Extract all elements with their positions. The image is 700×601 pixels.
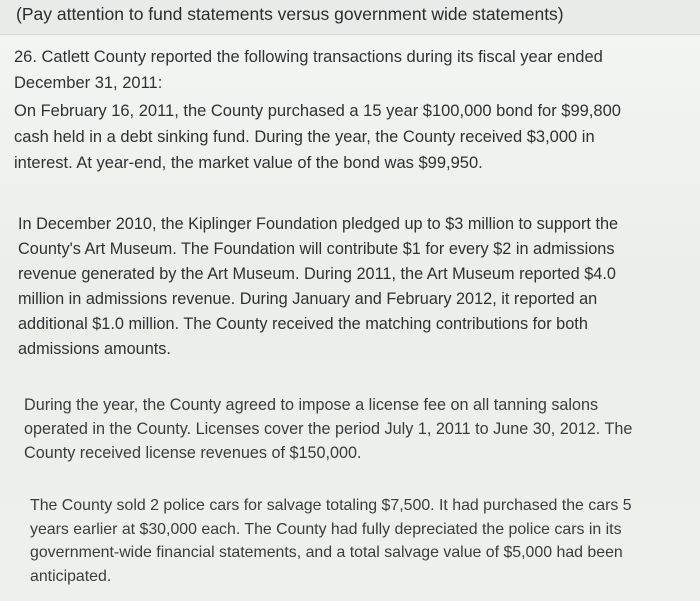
text-line: In December 2010, the Kiplinger Foundation pledged up to $3 million to support the bbox=[18, 215, 619, 233]
text-line: anticipated. bbox=[30, 567, 112, 585]
question-intro bbox=[14, 44, 603, 96]
text-line: County received license revenues of $150,000. bbox=[24, 444, 362, 462]
text-line: operated in the County. Licenses cover the period July 1, 2011 to June 30, 2012. The bbox=[24, 420, 633, 438]
text-line: revenue generated by the Art Museum. During 2011, the Art Museum reported $4.0 bbox=[18, 265, 616, 283]
text-line: County's Art Museum. The Foundation will contribute $1 for every $2 in admissions bbox=[18, 240, 615, 258]
text-line: interest. At year-end, the market value of the bond was $99,950. bbox=[14, 154, 483, 172]
license-paragraph bbox=[24, 393, 632, 465]
text-line: additional $1.0 million. The County received the matching contributions for both bbox=[18, 315, 588, 333]
header-band bbox=[0, 0, 700, 35]
text-line: The County sold 2 police cars for salvage totaling $7,500. It had purchased the cars 5 bbox=[30, 497, 632, 514]
instruction-note: (Pay attention to fund statements versus government wide statements) bbox=[16, 4, 564, 24]
text-line: During the year, the County agreed to impose a license fee on all tanning salons bbox=[24, 396, 599, 414]
police-cars-paragraph bbox=[30, 494, 632, 588]
text-line: years earlier at $30,000 each. The County had fully depreciated the police cars in its bbox=[30, 520, 622, 538]
text-line: 26. Catlett County reported the following transactions during its fiscal year ended bbox=[14, 48, 603, 66]
text-line: government-wide financial statements, and a total salvage value of $5,000 had been bbox=[30, 544, 623, 561]
text-line: million in admissions revenue. During January and February 2012, it reported an bbox=[18, 290, 598, 308]
text-line: December 31, 2011: bbox=[14, 74, 163, 92]
bond-paragraph bbox=[14, 98, 621, 176]
text-line: cash held in a debt sinking fund. During the year, the County received $3,000 in bbox=[14, 128, 595, 146]
pledge-paragraph bbox=[18, 211, 618, 361]
text-line: admissions amounts. bbox=[18, 340, 171, 358]
text-line: On February 16, 2011, the County purchased a 15 year $100,000 bond for $99,800 bbox=[14, 102, 621, 120]
